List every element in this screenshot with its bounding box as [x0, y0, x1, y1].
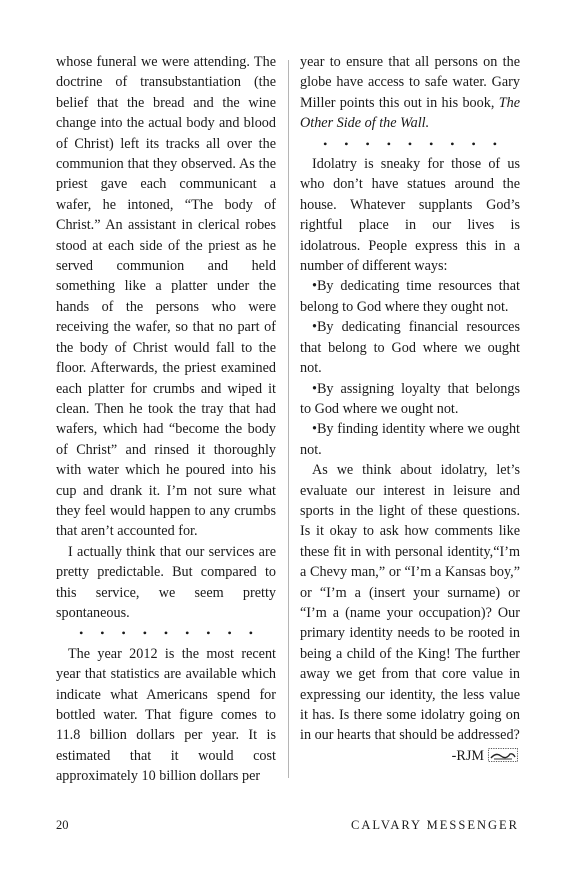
list-item: •By assigning loyalty that belongs to God where we ought not. — [300, 380, 520, 417]
list-item: •By finding identity where we ought not. — [300, 421, 520, 458]
section-separator: • • • • • • • • • — [323, 136, 504, 151]
page-number: 20 — [56, 818, 69, 832]
paragraph-leisure-identity: As we think about idolatry, let’s evaluate our interest in leisure and sports in the light of these questions. Is it okay to ask how comments like these fit in with personal identity,“I’m a Chevy man,” or “I’m a Kansas boy,” or “I’m a (insert your surname) or “I’m a (name your occupation)? Our primary identity needs to be rooted in being a child of the King! The further away we get from that core value in expressing our identity, the less value it has. Is there some idolatry going on in our hearts that should be addressed? — [300, 462, 520, 744]
publication-name: CALVARY MESSENGER — [351, 818, 519, 832]
paragraph-services-predictable: I actually think that our services are pretty predictable. But compared to this service, we seem pretty spontaneous. — [56, 543, 276, 621]
book-title: The Other Side of the Wall. — [300, 94, 520, 132]
section-separator: • • • • • • • • • — [79, 626, 260, 641]
right-column — [300, 52, 520, 766]
author-signature — [300, 746, 520, 766]
safe-water-text: year to ensure that all persons on the globe have access to safe water. Gary Miller points this out in his book, — [300, 54, 520, 111]
paragraph-funeral-communion: whose funeral we were attending. The doctrine of transubstantiation (the belief that the bread and the wine change into the actual body and blood of Christ) left its tracks all over the communion that they observed. As the priest gave each communicant a wafer, he intoned, “The body of Christ.” An assistant in clerical robes stood at each side of the priest as he served communion and held something like a platter under the hands of the persons who were receiving the wafer, so that no part of the body of Christ would fall to the floor. Afterwards, the priest examined each platter for crumbs and wiped it clean. Then he took the tray that had wafers, which had “become the body of Christ” and rinsed it thoroughly with water which he poured into his cup and drank it. I’m not sure what they feel would happen to any crumbs that aren’t accounted for. — [56, 54, 276, 540]
list-item: •By dedicating financial resources that belong to God where we ought not. — [300, 319, 520, 377]
list-item: •By dedicating time resources that belong to God where they ought not. — [300, 278, 520, 315]
paragraph-idolatry: Idolatry is sneaky for those of us who don’t have statues around the house. Whatever supplants God’s rightful place in our lives is idolatrous. People express this in a number of different ways: — [300, 156, 520, 275]
signature-initials: -RJM — [451, 747, 484, 764]
signature-flourish-icon — [488, 748, 518, 762]
column-divider — [288, 60, 289, 778]
paragraph-bottled-water: The year 2012 is the most recent year that statistics are available which indicate what Americans spend for bottled water. That figure comes to 11.8 billion dollars per year. It is estimated that it would cost approximately 10 billion dollars per — [56, 645, 276, 785]
left-column — [56, 52, 276, 787]
paragraph-safe-water — [300, 52, 520, 134]
